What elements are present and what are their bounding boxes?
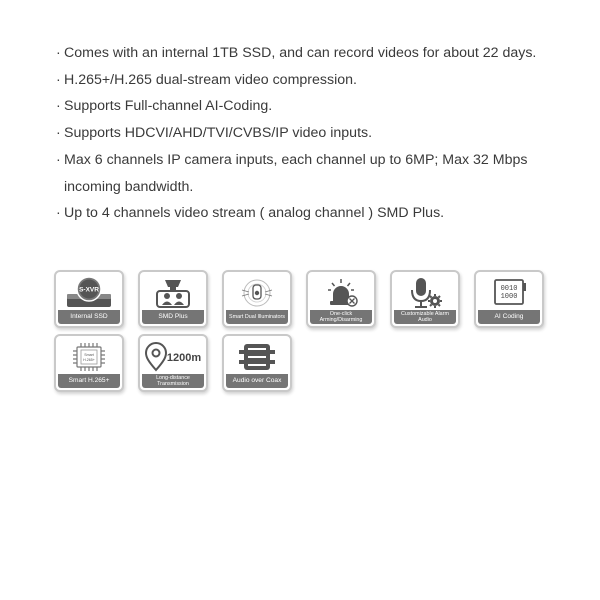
microphone-gear-icon	[403, 276, 447, 310]
ai-icon-text-1: 0010	[500, 284, 518, 293]
badge-label: Smart Dual Illuminators	[226, 310, 288, 324]
badge-audio-over-coax	[222, 334, 292, 392]
badge-ai-coding	[474, 270, 544, 328]
feature-item	[56, 40, 556, 67]
feature-item	[56, 147, 556, 200]
bullet-dot: ·	[56, 205, 61, 222]
badge-long-distance	[138, 334, 208, 392]
hdd-icon	[64, 276, 114, 310]
feature-text: Supports Full-channel AI-Coding.	[64, 98, 273, 115]
alarm-light-icon	[319, 277, 363, 309]
chip-icon	[67, 340, 111, 374]
badge-label: Audio over Coax	[226, 374, 288, 388]
feature-item	[56, 93, 556, 120]
chip-icon-text-2: H.265+	[83, 357, 95, 362]
location-pin-icon	[143, 341, 203, 373]
badge-internal-ssd	[54, 270, 124, 328]
bullet-dot: ·	[56, 45, 61, 61]
bullet-dot: ·	[56, 98, 61, 115]
feature-text: Up to 4 channels video stream ( analog channel ) SMD Plus.	[64, 205, 445, 222]
chip-icon-text-1: Smart	[84, 352, 94, 357]
badge-smd-plus	[138, 270, 208, 328]
bullet-dot: ·	[56, 125, 61, 142]
badge-customizable-alarm-audio	[390, 270, 460, 328]
badge-label: Internal SSD	[58, 310, 120, 324]
camera-illuminator-icon	[235, 276, 279, 310]
badge-label: Long-distance Transmission	[142, 374, 204, 388]
ssd-icon-text: S-XVR	[79, 286, 99, 293]
binary-screen-icon	[487, 277, 531, 309]
badge-label: One-click Arming/Disarming	[310, 310, 372, 324]
badge-label: Customizable Alarm Audio	[394, 310, 456, 324]
feature-text: Max 6 channels IP camera inputs, each channel up to 6MP; Max 32 Mbps incoming bandwidth.	[64, 151, 528, 195]
badge-one-click-arming	[306, 270, 376, 328]
people-funnel-icon	[151, 277, 195, 309]
feature-text: H.265+/H.265 dual-stream video compression.	[64, 71, 357, 88]
badge-label: AI Coding	[478, 310, 540, 324]
feature-item	[56, 120, 556, 147]
feature-text: Supports HDCVI/AHD/TVI/CVBS/IP video inputs.	[64, 125, 373, 142]
feature-list	[56, 40, 556, 227]
badge-smart-h265	[54, 334, 124, 392]
badge-label: SMD Plus	[142, 310, 204, 324]
badge-smart-dual-illuminators	[222, 270, 292, 328]
feature-text: Comes with an internal 1TB SSD, and can record videos for about 22 days.	[64, 45, 537, 61]
distance-icon-text: 1200m	[166, 351, 202, 364]
bullet-dot: ·	[56, 151, 61, 168]
badge-label: Smart H.265+	[58, 374, 120, 388]
feature-item	[56, 67, 556, 94]
ai-icon-text-2: 1000	[500, 292, 518, 301]
feature-item	[56, 200, 556, 227]
bullet-dot: ·	[56, 71, 61, 88]
coax-cable-icon	[235, 340, 279, 374]
